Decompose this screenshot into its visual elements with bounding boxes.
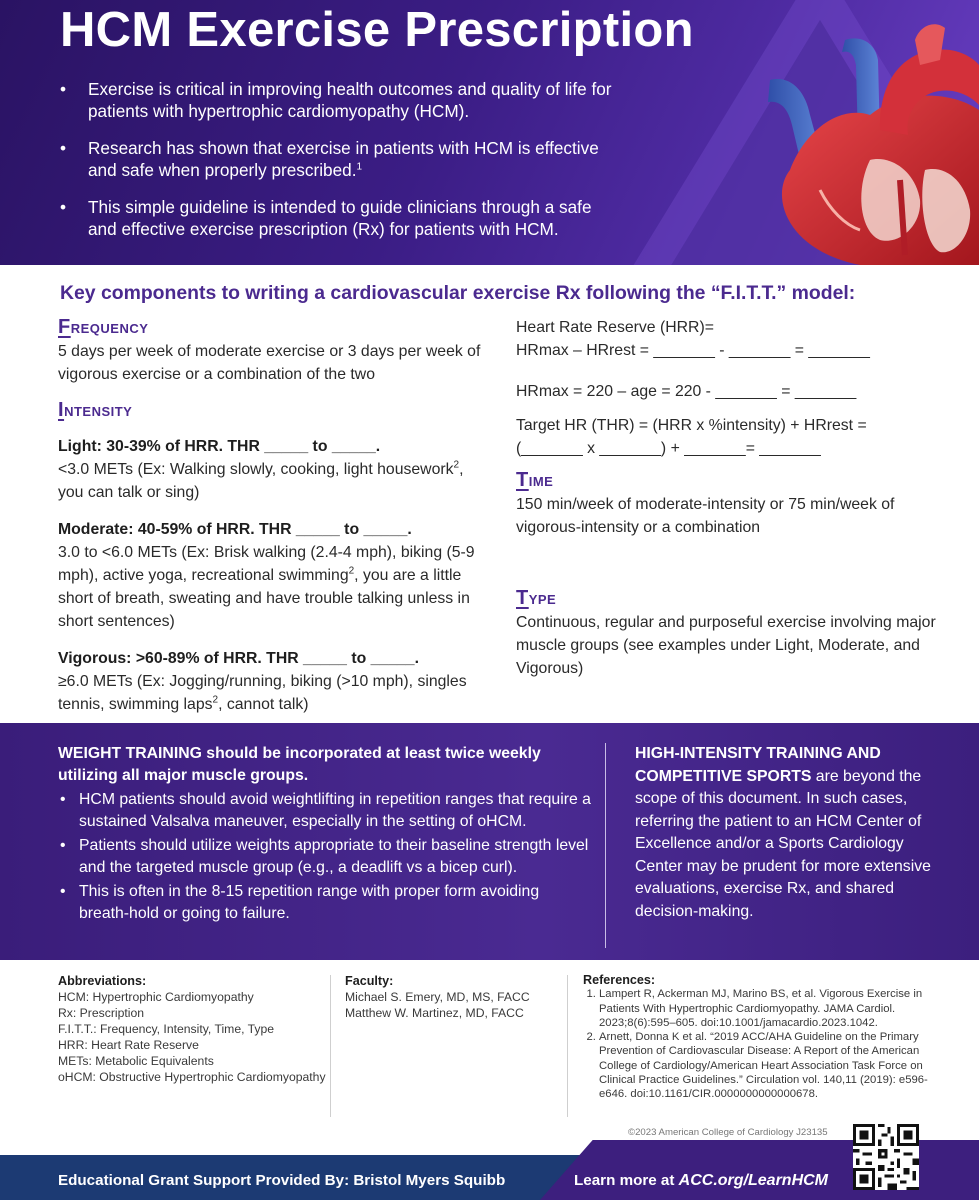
faculty-section: [345, 973, 555, 1021]
time-text: 150 min/week of moderate-intensity or 75 min/week of vigorous-intensity or a combination: [516, 496, 895, 536]
light-intensity-heading: Light: 30-39% of HRR. THR _____ to _____.: [58, 438, 381, 455]
grant-support-text: Educational Grant Support Provided By: Bristol Myers Squibb: [58, 1172, 506, 1189]
reference-marker: 1: [356, 161, 363, 173]
references-list: [583, 987, 943, 1101]
footer-divider: [330, 975, 331, 1117]
reference-item: 2. Arnett, Donna K et al. “2019 ACC/AHA Guideline on the Primary Prevention of Cardiovascular Disease: A Report of the American College of Cardiology/American Heart Association Task Force on Clinical Practice Guidelines.” Circulation vol. 140,11 (2019): e596-e646. doi:10.1161/CIR.0000000000000678.: [599, 1030, 943, 1101]
weight-training-bullet: • Patients should utilize weights appropriate to their baseline strength level and the targeted muscle group (e.g., a deadlift vs a bicep curl).: [58, 835, 593, 879]
abbreviation-item: HCM: Hypertrophic Cardiomyopathy: [58, 990, 254, 1004]
abbreviation-item: Rx: Prescription: [58, 1006, 145, 1020]
hrr-formula: HRmax – HRrest = _______ - _______ = _______: [516, 342, 870, 359]
weight-training-bullet: • This is often in the 8-15 repetition range with proper form avoiding breath-hold or going to failure.: [58, 881, 593, 925]
hrr-label: Heart Rate Reserve (HRR)=: [516, 319, 714, 336]
intro-bullet-list: [60, 78, 620, 255]
frequency-heading: Frequency: [58, 316, 149, 338]
right-column: [516, 316, 936, 680]
high-intensity-heading: HIGH-INTENSITY TRAINING AND COMPETITIVE SPORTS: [635, 745, 881, 785]
intensity-heading: Intensity: [58, 399, 133, 421]
faculty-member: Michael S. Emery, MD, MS, FACC: [345, 990, 530, 1004]
footer-divider: [567, 975, 568, 1117]
moderate-intensity-heading: Moderate: 40-59% of HRR. THR _____ to _____.: [58, 521, 412, 538]
abbreviations-title: Abbreviations:: [58, 974, 147, 988]
moderate-intensity-text: 3.0 to <6.0 METs (Ex: Brisk walking (2.4-4 mph), biking (5-9 mph), active yoga, recreational swimming$^2$, you are a little short of breath, sweating and have trouble talking unless in short sentences): [58, 544, 475, 630]
thr-formula-blanks: (_______ x _______) + _______= _______: [516, 440, 821, 457]
left-column: [58, 316, 488, 716]
training-band: [0, 723, 979, 960]
band-divider: [605, 743, 606, 948]
abbreviation-item: oHCM: Obstructive Hypertrophic Cardiomyopathy: [58, 1070, 326, 1084]
vigorous-intensity-heading: Vigorous: >60-89% of HRR. THR _____ to _____.: [58, 650, 419, 667]
references-section: [583, 973, 943, 1102]
faculty-title: Faculty:: [345, 974, 394, 988]
abbreviation-item: HRR: Heart Rate Reserve: [58, 1038, 199, 1052]
reference-item: 1. Lampert R, Ackerman MJ, Marino BS, et al. Vigorous Exercise in Patients With Hypertrophic Cardiomyopathy. JAMA Cardiol. 2023;8(6):595–605. doi:10.1001/jamacardio.2023.1042.: [599, 987, 943, 1030]
fitt-heading: Key components to writing a cardiovascular exercise Rx following the “F.I.T.T.” model:: [60, 282, 856, 304]
references-title: References:: [583, 973, 656, 987]
abbreviations-section: [58, 973, 328, 1085]
abbreviation-item: F.I.T.T.: Frequency, Intensity, Time, Type: [58, 1022, 275, 1036]
weight-training-section: [58, 743, 593, 927]
page-title: HCM Exercise Prescription: [60, 3, 694, 57]
weight-training-bullet: • HCM patients should avoid weightlifting in repetition ranges that require a sustained Valsalva maneuver, especially in the setting of oHCM.: [58, 789, 593, 833]
learn-more-link[interactable]: Learn more at ACC.org/LearnHCM: [574, 1172, 829, 1189]
light-intensity-text: <3.0 METs (Ex: Walking slowly, cooking, light housework$^2$, you can talk or sing): [58, 459, 464, 501]
type-heading: Type: [516, 587, 557, 609]
time-heading: Time: [516, 469, 554, 491]
heart-illustration-icon: [750, 20, 979, 265]
high-intensity-text: are beyond the scope of this document. In such cases, referring the patient to an HCM Center of Excellence and/or a Sports Cardiology Center may be prudent for more extensive evaluations, exercise Rx, and shared decision-making.: [635, 767, 931, 920]
high-intensity-section: [635, 743, 945, 923]
header-banner: [0, 0, 979, 265]
weight-training-heading: WEIGHT TRAINING should be incorporated at least twice weekly utilizing all major muscle groups.: [58, 745, 541, 784]
hrmax-formula: HRmax = 220 – age = 220 - _______ = _______: [516, 383, 857, 400]
abbreviation-item: METs: Metabolic Equivalents: [58, 1054, 214, 1068]
vigorous-intensity-text: ≥6.0 METs (Ex: Jogging/running, biking (>10 mph), singles tennis, swimming laps$^2$, cannot talk): [58, 673, 467, 713]
faculty-member: Matthew W. Martinez, MD, FACC: [345, 1006, 524, 1020]
copyright-text: ©2023 American College of Cardiology J23135: [628, 1127, 828, 1138]
weight-training-list: [58, 789, 593, 925]
qr-code-icon[interactable]: [853, 1124, 919, 1190]
intro-bullet: • Research has shown that exercise in patients with HCM is effective and safe when properly prescribed.$^1$: [60, 137, 620, 181]
intro-bullet: • This simple guideline is intended to guide clinicians through a safe and effective exercise prescription (Rx) for patients with HCM.: [60, 196, 620, 240]
frequency-text: 5 days per week of moderate exercise or 3 days per week of vigorous exercise or a combination of the two: [58, 343, 481, 383]
type-text: Continuous, regular and purposeful exercise involving major muscle groups (see examples under Light, Moderate, and Vigorous): [516, 614, 936, 677]
thr-formula: Target HR (THR) = (HRR x %intensity) + HRrest =: [516, 417, 867, 434]
intro-bullet: • Exercise is critical in improving health outcomes and quality of life for patients with hypertrophic cardiomyopathy (HCM).: [60, 78, 620, 122]
